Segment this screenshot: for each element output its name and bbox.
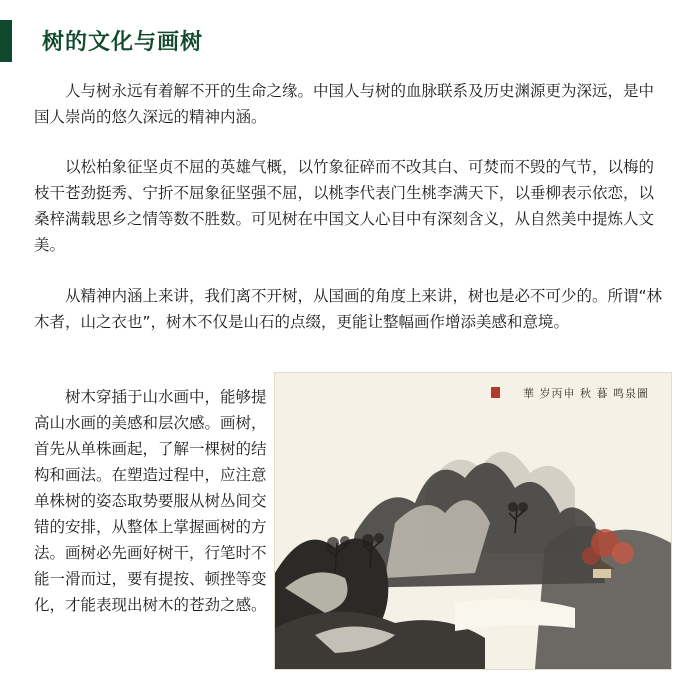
paragraph-3: 从精神内涵上来讲，我们离不开树，从国画的角度上来讲，树也是必不可少的。所谓“林木者，山之衣也”，树木不仅是山石的点缀，更能让整幅画作增添美感和意境。 (34, 287, 663, 331)
page-title: 树的文化与画树 (42, 30, 204, 55)
seal-stamp (491, 387, 500, 398)
landscape-painting-icon (275, 373, 671, 669)
paragraph-4: 树木穿插于山水画中，能够提高山水画的美感和层次感。画树，首先从单株画起，了解一棵树的结构和画法。在塑造过程中，应注意单株树的姿态取势要服从树丛间交错的安排，从整体上掌握画树的方法。画树必先画好树干，行笔时不能一滑而过，要有提按、顿挫等变化，才能表现出树木的苍劲之感。 (34, 388, 267, 614)
landscape-painting (274, 372, 672, 670)
painting-inscription: 華 岁丙申 秋 暮 鸣泉圖 (523, 387, 649, 400)
paragraph-1: 人与树永远有着解不开的生命之缘。中国人与树的血脉联系及历史渊源更为深远，是中国人崇尚的悠久深远的精神内涵。 (34, 82, 655, 126)
paragraph-2: 以松柏象征坚贞不屈的英雄气概，以竹象征碎而不改其白、可焚而不毁的气节，以梅的枝干苍劲挺秀、宁折不屈象征坚强不屈，以桃李代表门生桃李满天下，以垂柳表示依恋，以桑梓满载思乡之情等数不胜数。可见树在中国文人心目中有深刻含义，从自然美中提炼人文美。 (34, 158, 655, 254)
